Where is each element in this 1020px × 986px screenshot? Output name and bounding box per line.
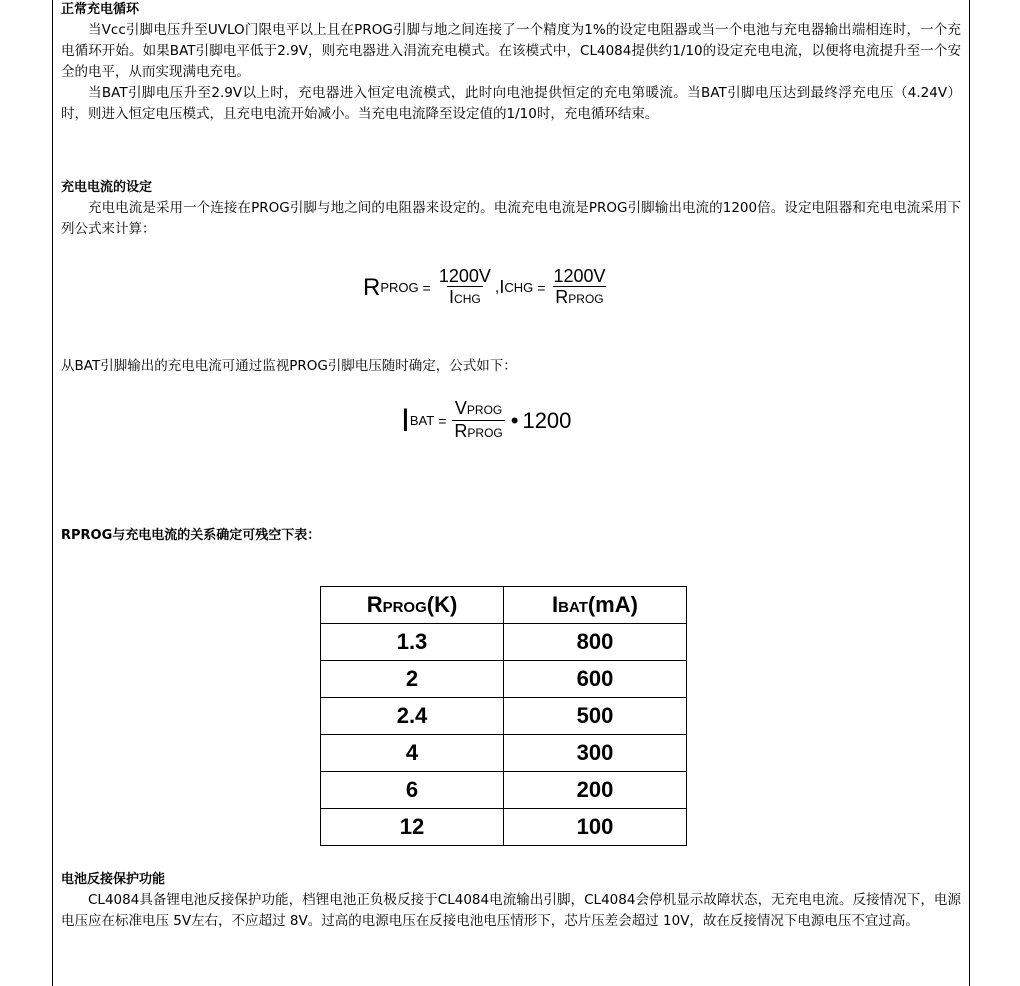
table-row — [321, 624, 687, 661]
formula-equals: = — [438, 412, 447, 429]
fraction-denominator — [553, 286, 605, 309]
paragraph: 当Vcc引脚电压升至UVLO门限电平以上且在PROG引脚与地之间连接了一个精度为1%的设定电阻器或当一个电池与充电器输出端相连时，一个充电循环开始。如果BAT引脚电平低于2.9V，则充电器进入涓流充电模式。在该模式中，CL4084提供约1/10的设定充电电流，以便将电流提升至一个安全的电平，从而实现满电充电。 — [61, 22, 961, 80]
column-header-rprog — [321, 587, 504, 624]
formula-equals: = — [537, 279, 546, 296]
cell-rprog: 2 — [321, 661, 504, 698]
formula-ibat — [401, 398, 571, 443]
denominator-symbol: R — [555, 287, 569, 307]
formula-fraction — [551, 266, 607, 309]
formula-symbol: I — [499, 277, 505, 297]
section-reverse-protection — [61, 870, 961, 932]
column-header-ibat — [504, 587, 687, 624]
denominator-subscript: PROG — [467, 426, 503, 440]
cell-rprog: 6 — [321, 772, 504, 809]
formula-comma: , — [494, 278, 500, 296]
denominator-subscript: PROG — [568, 292, 604, 306]
header-unit: (mA) — [587, 592, 638, 617]
formula-fraction — [452, 398, 504, 443]
header-symbol: I — [552, 592, 559, 617]
denominator-symbol: I — [449, 287, 455, 307]
fraction-numerator: 1200V — [553, 266, 606, 286]
formula-subscript: CHG — [504, 280, 534, 295]
fraction-numerator: 1200V — [438, 266, 491, 286]
paragraph: CL4084具备锂电池反接保护功能，档锂电池正负极反接于CL4084电流输出引脚，CL4084会停机显示故障状态，无充电电流。反接情况下，电源电压应在标准电压 5V左右，不应超过 8V。过高的电源电压在反接电池电压情形下，芯片压差会超过 10V，故在反接情况下电源电压不宜过高。 — [61, 892, 961, 929]
section-monitor — [61, 356, 961, 377]
cell-rprog: 12 — [321, 809, 504, 846]
rprog-ibat-table — [320, 586, 687, 846]
table-row — [321, 809, 687, 846]
cell-ibat: 500 — [504, 698, 687, 735]
table-row — [321, 735, 687, 772]
header-subscript: BAT — [558, 599, 588, 616]
formula-symbol: I — [401, 402, 410, 438]
denominator-subscript: CHG — [454, 292, 481, 306]
formula-equals: = — [422, 279, 431, 296]
formula-multiply: • — [510, 407, 519, 433]
fraction-denominator — [447, 286, 483, 309]
table-row — [321, 698, 687, 735]
table-row — [321, 772, 687, 809]
formula-rprog — [363, 266, 610, 309]
paragraph: 充电电流是采用一个连接在PROG引脚与地之间的电阻器来设定的。电流充电电流是PROG引脚输出电流的1200倍。设定电阻器和充电电流采用下列公式来计算： — [61, 200, 961, 237]
numerator-symbol: V — [454, 398, 467, 418]
section-table-intro — [61, 526, 961, 546]
cell-ibat: 800 — [504, 624, 687, 661]
section-heading: 充电电流的设定 — [61, 180, 153, 195]
cell-ibat: 100 — [504, 809, 687, 846]
formula-subscript: PROG — [380, 280, 419, 295]
fraction-numerator — [453, 398, 504, 420]
formula-factor: 1200 — [522, 407, 572, 433]
page-frame — [52, 0, 970, 986]
cell-rprog: 1.3 — [321, 624, 504, 661]
section-heading: 正常充电循环 — [61, 2, 140, 17]
header-symbol: R — [366, 592, 383, 617]
formula-symbol: R — [363, 273, 381, 301]
formula-subscript: BAT — [409, 413, 435, 428]
denominator-symbol: R — [454, 421, 468, 441]
table-row — [321, 661, 687, 698]
paragraph: 从BAT引脚输出的充电电流可通过监视PROG引脚电压随时确定，公式如下： — [61, 358, 517, 374]
section-heading: 电池反接保护功能 — [61, 872, 166, 887]
header-subscript: PROG — [382, 599, 427, 616]
section-heading: RPROG与充电电流的关系确定可残空下表： — [61, 528, 321, 543]
cell-rprog: 2.4 — [321, 698, 504, 735]
cell-ibat: 600 — [504, 661, 687, 698]
paragraph: 当BAT引脚电压升至2.9V以上时，充电器进入恒定电流模式，此时向电池提供恒定的充电第暖流。当BAT引脚电压达到最终浮充电压（4.24V）时，则进入恒定电压模式，且充电电流开始减小。当充电电流降至设定值的1/10时，充电循环结束。 — [61, 85, 961, 122]
cell-ibat: 300 — [504, 735, 687, 772]
numerator-subscript: PROG — [466, 403, 503, 417]
section-normal-cycle — [61, 0, 961, 125]
header-unit: (K) — [426, 592, 458, 617]
fraction-denominator — [452, 420, 504, 443]
cell-rprog: 4 — [321, 735, 504, 772]
section-current-setting — [61, 178, 961, 240]
cell-ibat: 200 — [504, 772, 687, 809]
table-header-row — [321, 587, 687, 624]
formula-fraction — [437, 266, 493, 309]
